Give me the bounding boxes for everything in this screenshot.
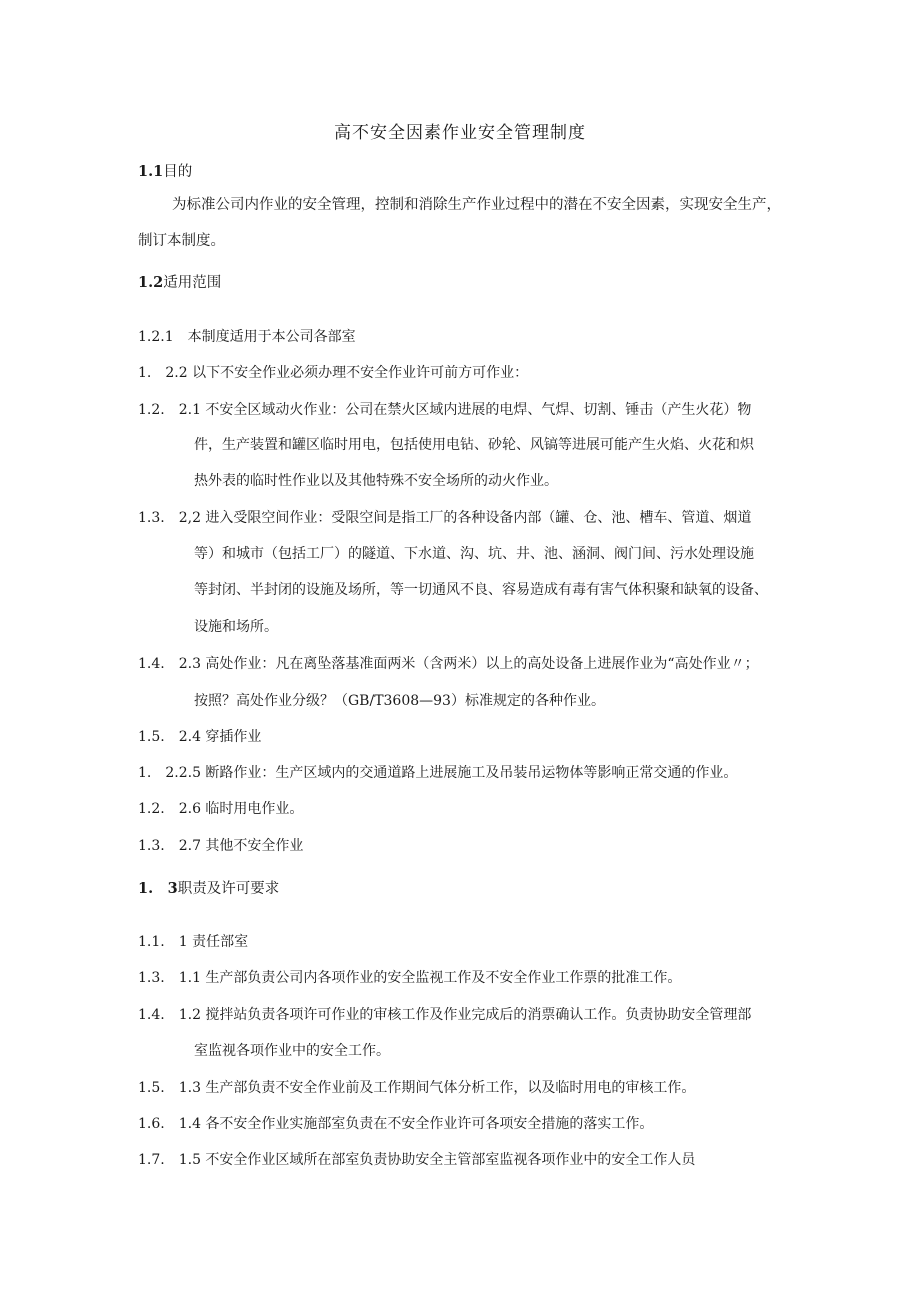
list-item: 1.1. 1 责任部室: [138, 934, 249, 950]
list-item-continuation: 等）和城市（包括工厂）的隧道、下水道、沟、坑、井、池、涵洞、阀门间、污水处理设施: [194, 546, 754, 562]
list-item: 1.5. 2.4 穿插作业: [138, 729, 262, 745]
list-item: 1.3. 1.1 生产部负责公司内各项作业的安全监视工作及不安全作业工作票的批准工作。: [138, 970, 682, 986]
list-item-continuation: 热外表的临时性作业以及其他特殊不安全场所的动火作业。: [194, 473, 558, 489]
document-title: 高不安全因素作业安全管理制度: [334, 123, 586, 143]
list-item: 1.3. 2.7 其他不安全作业: [138, 838, 304, 854]
list-item: 1.5. 1.3 生产部负责不安全作业前及工作期间气体分析工作，以及临时用电的审核工作。: [138, 1080, 696, 1096]
list-item: 1.6. 1.4 各不安全作业实施部室负责在不安全作业许可各项安全措施的落实工作。: [138, 1116, 654, 1132]
section-number: 1.1: [138, 163, 164, 180]
list-item: 1. 2.2 以下不安全作业必须办理不安全作业许可前方可作业：: [138, 365, 529, 381]
section-heading-responsibilities: [138, 877, 279, 898]
purpose-paragraph-line-1: 为标准公司内作业的安全管理，控制和消除生产作业过程中的潜在不安全因素，实现安全生产，: [172, 197, 781, 213]
list-item: 1.3. 2,2 进入受限空间作业：受限空间是指工厂的各种设备内部（罐、仓、池、槽车、管道、烟道: [138, 510, 752, 526]
list-item-continuation: 等封闭、半封闭的设施及场所，等一切通风不良、容易造成有毒有害气体积聚和缺氧的设备、: [194, 582, 768, 598]
section-heading-purpose: [138, 160, 192, 181]
section-number: 1. 3: [138, 880, 178, 897]
section-label: 适用范围: [163, 275, 222, 291]
list-item: 1.4. 2.3 高处作业：凡在离坠落基准面两米（含两米）以上的高处设备上进展作业为“高处作业〃；: [138, 656, 759, 672]
list-item-continuation: 按照？高处作业分级？（GB/T3608—93）标准规定的各种作业。: [194, 693, 605, 709]
section-heading-scope: [138, 271, 221, 292]
list-item: 1.4. 1.2 搅拌站负责各项许可作业的审核工作及作业完成后的消票确认工作。负责协助安全管理部: [138, 1007, 752, 1023]
section-label: 目的: [163, 164, 193, 180]
list-item-continuation: 室监视各项作业中的安全工作。: [194, 1043, 390, 1059]
list-item-continuation: 设施和场所。: [194, 619, 278, 635]
purpose-paragraph-line-2: 制订本制度。: [138, 233, 225, 249]
list-item: 1.7. 1.5 不安全作业区域所在部室负责协助安全主管部室监视各项作业中的安全工作人员: [138, 1152, 696, 1168]
list-item: 1.2. 2.6 临时用电作业。: [138, 801, 304, 817]
list-item: 1.2. 2.1 不安全区域动火作业：公司在禁火区域内进展的电焊、气焊、切割、锤击（产生火花）物: [138, 402, 752, 418]
section-label: 职责及许可要求: [177, 881, 280, 897]
list-item: 1.2.1 本制度适用于本公司各部室: [138, 329, 356, 345]
list-item: 1. 2.2.5 断路作业：生产区域内的交通道路上进展施工及吊装吊运物体等影响正常交通的作业。: [138, 765, 738, 781]
list-item-continuation: 件，生产装置和罐区临时用电，包括使用电钻、砂轮、风镐等进展可能产生火焰、火花和炽: [194, 437, 754, 453]
section-number: 1.2: [138, 274, 164, 291]
